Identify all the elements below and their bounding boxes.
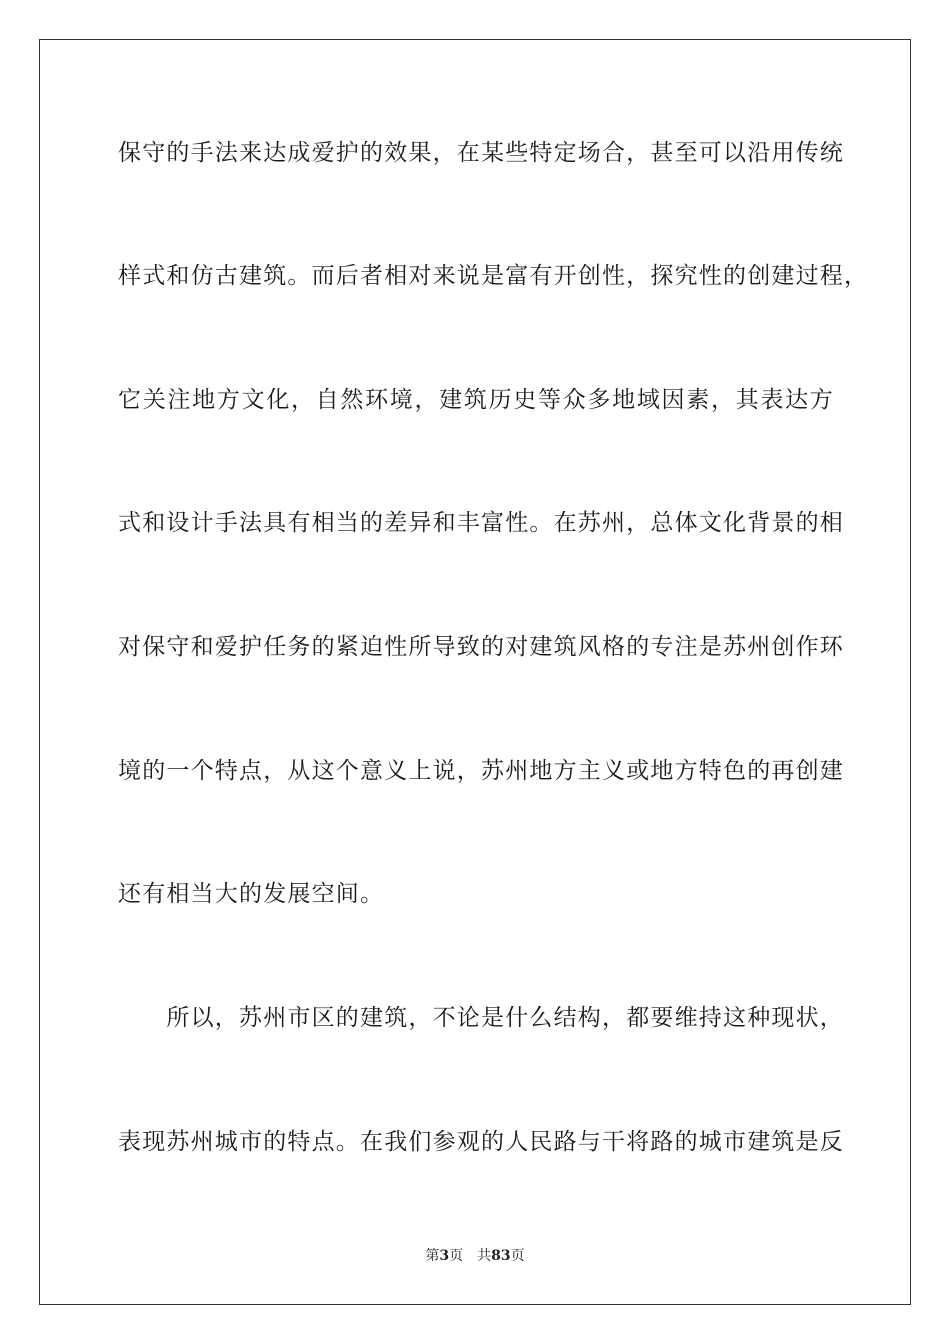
total-pages: 83 bbox=[491, 1248, 511, 1264]
body-text-line-6: 境的一个特点，从这个意义上说，苏州地方主义或地方特色的再创建 bbox=[118, 758, 844, 784]
body-text-line-5: 对保守和爱护任务的紧迫性所导致的对建筑风格的专注是苏州创作环 bbox=[118, 634, 844, 660]
body-text-line-9: 表现苏州城市的特点。在我们参观的人民路与干将路的城市建筑是反 bbox=[118, 1129, 844, 1155]
page-number: 3 bbox=[439, 1248, 450, 1264]
body-text-line-4: 式和设计手法具有相当的差异和丰富性。在苏州，总体文化背景的相 bbox=[118, 510, 844, 536]
body-text-line-2: 样式和仿古建筑。而后者相对来说是富有开创性，探究性的创建过程， bbox=[118, 263, 869, 289]
page-border bbox=[39, 39, 911, 1305]
page-prefix: 第 bbox=[425, 1248, 440, 1264]
page-footer bbox=[0, 1247, 950, 1265]
total-suffix: 页 bbox=[510, 1248, 525, 1264]
body-text-line-8: 所以，苏州市区的建筑，不论是什么结构，都要维持这种现状， bbox=[118, 1005, 844, 1031]
page-suffix: 页 bbox=[449, 1248, 464, 1264]
body-text-line-7: 还有相当大的发展空间。 bbox=[118, 881, 385, 907]
total-prefix: 共 bbox=[477, 1248, 492, 1264]
body-text-line-1: 保守的手法来达成爱护的效果，在某些特定场合，甚至可以沿用传统 bbox=[118, 140, 844, 166]
body-text-line-3: 它关注地方文化，自然环境，建筑历史等众多地域因素，其表达方 bbox=[118, 387, 834, 413]
